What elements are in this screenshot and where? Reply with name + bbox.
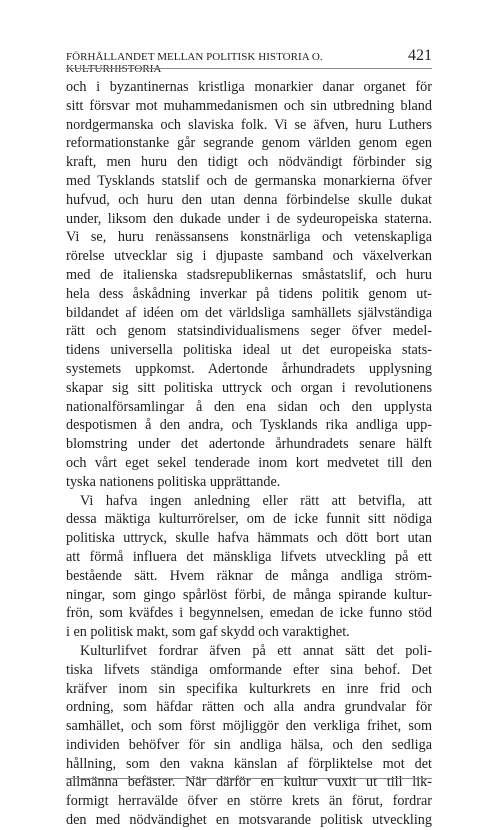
text-line: ningar, som gingo spårlöst förbi, de många spirande kultur- <box>66 586 432 603</box>
text-line: nordgermanska och slaviska folk. Vi se äfven, huru Luthers <box>66 116 432 133</box>
text-line: nationalförsamlingar å den ena sidan och den upplysta <box>66 398 432 415</box>
text-line: bestående sätt. Hvem räknar de många andliga ström- <box>66 567 432 584</box>
text-line: rörelse utvecklar sig i djupaste samband och växelverkan <box>66 248 432 265</box>
text-line: sitt försvar mot muhammedanismen och sin utbredning bland <box>66 97 432 114</box>
text-line: med de italienska stadsrepublikernas småstatslif, och huru <box>66 266 432 283</box>
text-line: och vårt eget sekel tenderade inom kort medvetet till den <box>66 454 432 471</box>
text-line: och i byzantinernas kristliga monarkier danar organet för <box>66 79 432 95</box>
text-line: tidens universella politiska ideal ut det europeiska stats- <box>66 342 432 359</box>
text-line: tiska lifvets ständiga omformande efter sina behof. Det <box>66 661 432 678</box>
text-line: bildandet af idéen om det världsliga samhällets självständiga <box>66 304 432 321</box>
text-line: hufvud, och huru den utan denna förbindelse skulle dukat <box>66 191 432 208</box>
text-line: despotismen å den andra, och Tysklands rika andliga upp- <box>66 417 432 434</box>
running-header <box>66 47 432 75</box>
footer-rule <box>66 778 432 779</box>
body-text <box>66 78 432 830</box>
header-rule <box>66 68 432 69</box>
text-line: med Tysklands statslif och de germanska monarkierna öfver <box>66 172 432 189</box>
text-line: dessa mäktiga kulturrörelser, om de icke funnit sitt nödiga <box>66 511 432 528</box>
text-line: rätt och genom statsindividualismens seger öfver medel- <box>66 323 432 340</box>
text-line: Vi hafva ingen anledning eller rätt att betvifla, att <box>80 492 432 509</box>
text-line: politiska uttryck, skulle hafva hämmats och dött bort utan <box>66 530 432 547</box>
text-line: under, liksom den dukade under i de sydeuropeiska staterna. <box>66 210 432 227</box>
text-line: reformationstanke går segrande genom världen genom egen <box>66 135 432 152</box>
text-line: hållning, som den vakna känslan af förpliktelse mot det <box>66 755 432 772</box>
text-line: formigt herravälde öfver en större krets än förut, fordrar <box>66 793 432 810</box>
text-line: kräfver inom sin specifika kulturkrets en inre frid och <box>66 680 432 697</box>
text-line: Kulturlifvet fordrar äfven på ett annat sätt det poli- <box>80 642 432 659</box>
text-line: i en politisk makt, som gaf skydd och varaktighet. <box>66 624 350 641</box>
text-line: att förmå influera det mänskliga lifvets utveckling på ett <box>66 548 432 565</box>
text-line: skapar sig sitt politiska uttryck och organ i revolutionens <box>66 379 432 396</box>
text-line: frön, som kväfdes i begynnelsen, emedan de icke funno stöd <box>66 605 432 622</box>
text-line: samhället, och som först möjliggör den verkliga frihet, som <box>66 718 432 735</box>
text-line: den med nödvändighet en motsvarande politisk utveckling <box>66 812 432 829</box>
text-line: kraft, men huru den tidigt och nödvändigt förbinder sig <box>66 154 432 171</box>
text-line: individen behöfver för sin andliga hälsa, och den sedliga <box>66 736 432 753</box>
text-line: Vi se, huru renässansens konstnärliga och vetenskapliga <box>66 229 432 246</box>
text-line: ordning, som häfdar rätten och alla andra grundvalar för <box>66 699 432 716</box>
text-line: allmänna befäster. När därför en kultur vuxit ut till lik- <box>66 774 432 791</box>
running-title: FÖRHÅLLANDET MELLAN POLITISK HISTORIA O. KULTURHISTORIA <box>66 51 323 75</box>
text-line: systemets uppkomst. Adertonde århundradets upplysning <box>66 360 432 377</box>
text-line: blomstring under det adertonde århundradets senare hälft <box>66 436 432 453</box>
page-number: 421 <box>408 47 432 64</box>
text-line: tyska nationens politiska upprättande. <box>66 473 281 490</box>
text-line: hela dess åskådning inverkar på tidens politik genom ut- <box>66 285 432 302</box>
